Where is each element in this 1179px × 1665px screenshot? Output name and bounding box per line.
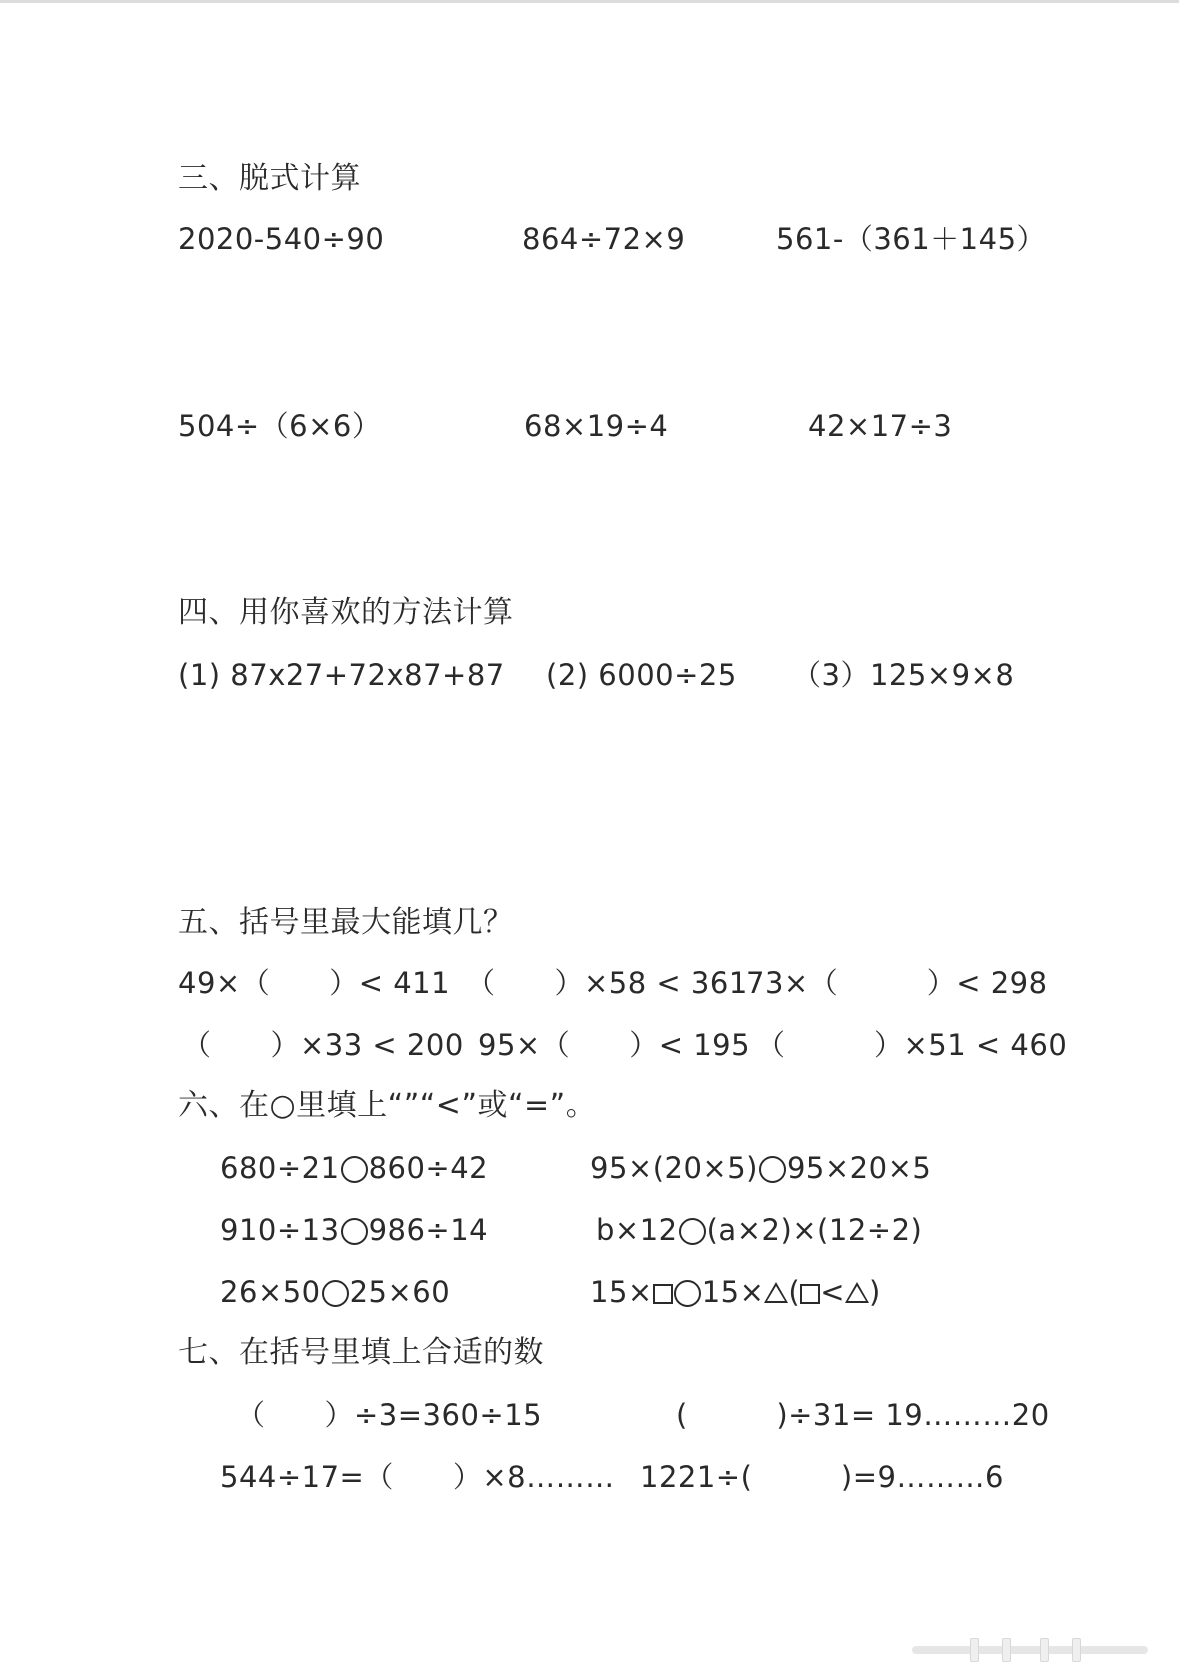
section-6-heading: 六、在○里填上“”“<”或“=”。 bbox=[178, 1088, 597, 1123]
s5-problem-1: 49×（ ）< 411 bbox=[178, 966, 451, 1000]
s7-problem-2: ( )÷31= 19………20 bbox=[676, 1398, 1050, 1432]
s5-problem-6: （ ）×51 < 460 bbox=[756, 1028, 1068, 1062]
blank-circle[interactable] bbox=[322, 1280, 349, 1307]
section-5-heading: 五、括号里最大能填几？ bbox=[178, 905, 514, 940]
s3-problem-2: 864÷72×9 bbox=[522, 222, 686, 256]
section-7-heading: 七、在括号里填上合适的数 bbox=[178, 1335, 544, 1370]
s6-compare-4: b×12 (a×2)×(12÷2) bbox=[596, 1213, 923, 1247]
blank-circle[interactable] bbox=[341, 1156, 368, 1183]
blank-circle[interactable] bbox=[679, 1218, 706, 1245]
s5-problem-5: 95×（ ）< 195 bbox=[478, 1028, 751, 1062]
square-icon bbox=[800, 1284, 820, 1304]
s3-problem-6: 42×17÷3 bbox=[808, 409, 953, 443]
s7-problem-4: 1221÷( )=9………6 bbox=[640, 1460, 1004, 1494]
s7-problem-3: 544÷17=（ ）×8……… bbox=[220, 1460, 615, 1494]
watermark-logo bbox=[912, 1636, 1152, 1660]
s6-compare-6: 15× 15× ( < ) bbox=[590, 1275, 881, 1309]
s3-problem-5: 68×19÷4 bbox=[524, 409, 669, 443]
blank-circle[interactable] bbox=[674, 1280, 701, 1307]
s5-problem-2: （ ）×58 < 361 bbox=[466, 966, 748, 1000]
section-4-heading: 四、用你喜欢的方法计算 bbox=[178, 595, 514, 630]
s3-problem-4: 504÷（6×6） bbox=[178, 409, 382, 443]
s6-compare-3: 910÷13 986÷14 bbox=[220, 1213, 489, 1247]
square-icon bbox=[653, 1284, 673, 1304]
s6-compare-1: 680÷21 860÷42 bbox=[220, 1151, 489, 1185]
s3-problem-1: 2020-540÷90 bbox=[178, 222, 385, 256]
s4-problem-1: (1) 87x27+72x87+87 bbox=[178, 658, 505, 692]
s6-compare-2: 95×(20×5) 95×20×5 bbox=[590, 1151, 932, 1185]
s3-problem-3: 561-（361＋145） bbox=[776, 222, 1047, 256]
triangle-icon bbox=[764, 1282, 788, 1303]
triangle-icon bbox=[845, 1282, 869, 1303]
s5-problem-3: 73×（ ）< 298 bbox=[746, 966, 1048, 1000]
s4-problem-2: (2) 6000÷25 bbox=[546, 658, 737, 692]
blank-circle[interactable] bbox=[759, 1156, 786, 1183]
s6-compare-5: 26×50 25×60 bbox=[220, 1275, 451, 1309]
s7-problem-1: （ ）÷3=360÷15 bbox=[236, 1398, 543, 1432]
s4-problem-3: （3）125×9×8 bbox=[792, 658, 1015, 692]
blank-circle[interactable] bbox=[341, 1218, 368, 1245]
s5-problem-4: （ ）×33 < 200 bbox=[182, 1028, 464, 1062]
section-3-heading: 三、脱式计算 bbox=[178, 161, 361, 196]
